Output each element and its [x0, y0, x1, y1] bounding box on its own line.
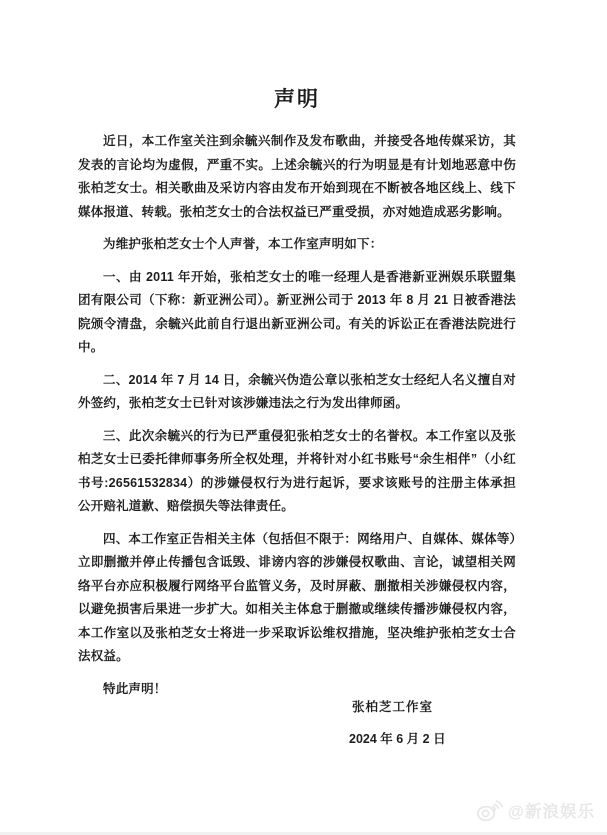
paragraph-item-1: 一、由 2011 年开始，张柏芝女士的唯一经理人是香港新亚洲娱乐联盟集团有限公司（下称：新亚洲公司）。新亚洲公司于 2013 年 8 月 21 日被香港法院颁令清盘，余毓兴此前自行退出新亚洲公司。有关的诉讼正在香港法院进行中。: [78, 269, 516, 354]
signature-studio-name: 张柏芝工作室: [352, 700, 434, 714]
watermark-handle: @新浪娱乐: [507, 803, 595, 821]
paragraph-closing: 特此声明！: [103, 681, 167, 696]
paragraph-item-4: 四、本工作室正告相关主体（包括但不限于：网络用户、自媒体、媒体等）立即删撤并停止传播包含诋毁、诽谤内容的涉嫌侵权歌曲、言论，诚望相关网络平台亦应积极履行网络平台监管义务，及时屏蔽、删撤相关涉嫌侵权内容，以避免损害后果进一步扩大。如相关主体怠于删撤或继续传播涉嫌侵权内容，本工作室以及张柏芝女士将进一步采取诉讼维权措施，坚决维护张柏芝女士合法权益。: [78, 531, 516, 663]
watermark: [476, 798, 595, 822]
paragraph-intro: 近日，本工作室关注到余毓兴制作及发布歌曲，并接受各地传媒采访，其发表的言论均为虚假，严重不实。上述余毓兴的行为明显是有计划地恶意中伤张柏芝女士。相关歌曲及采访内容由发布开始到现在不断被各地区线上、线下媒体报道、转载。张柏芝女士的合法权益已严重受损，亦对她造成恶劣影响。: [78, 134, 516, 219]
document-body: [78, 88, 516, 710]
paragraph-item-2: 二、2014 年 7 月 14 日，余毓兴伪造公章以张柏芝女士经纪人名义擅自对外签约，张柏芝女士已针对该涉嫌违法之行为发出律师函。: [78, 372, 516, 410]
signature-date: 2024 年 6 月 2 日: [349, 732, 446, 746]
document-title: [78, 88, 516, 112]
document-title-text: 声明: [274, 88, 320, 111]
paragraph-item-3: 三、此次余毓兴的行为已严重侵犯张柏芝女士的名誉权。本工作室以及张柏芝女士已委托律师事务所全权处理，并将针对小红书账号“余生相伴”（小红书号:26561532834）的涉嫌侵权行为进行起诉，要求该账号的注册主体承担公开赔礼道歉、赔偿损失等法律责任。: [78, 428, 516, 513]
paragraph-lead-in: 为维护张柏芝女士个人声誉，本工作室声明如下：: [103, 237, 383, 251]
weibo-logo-icon: [476, 799, 503, 822]
